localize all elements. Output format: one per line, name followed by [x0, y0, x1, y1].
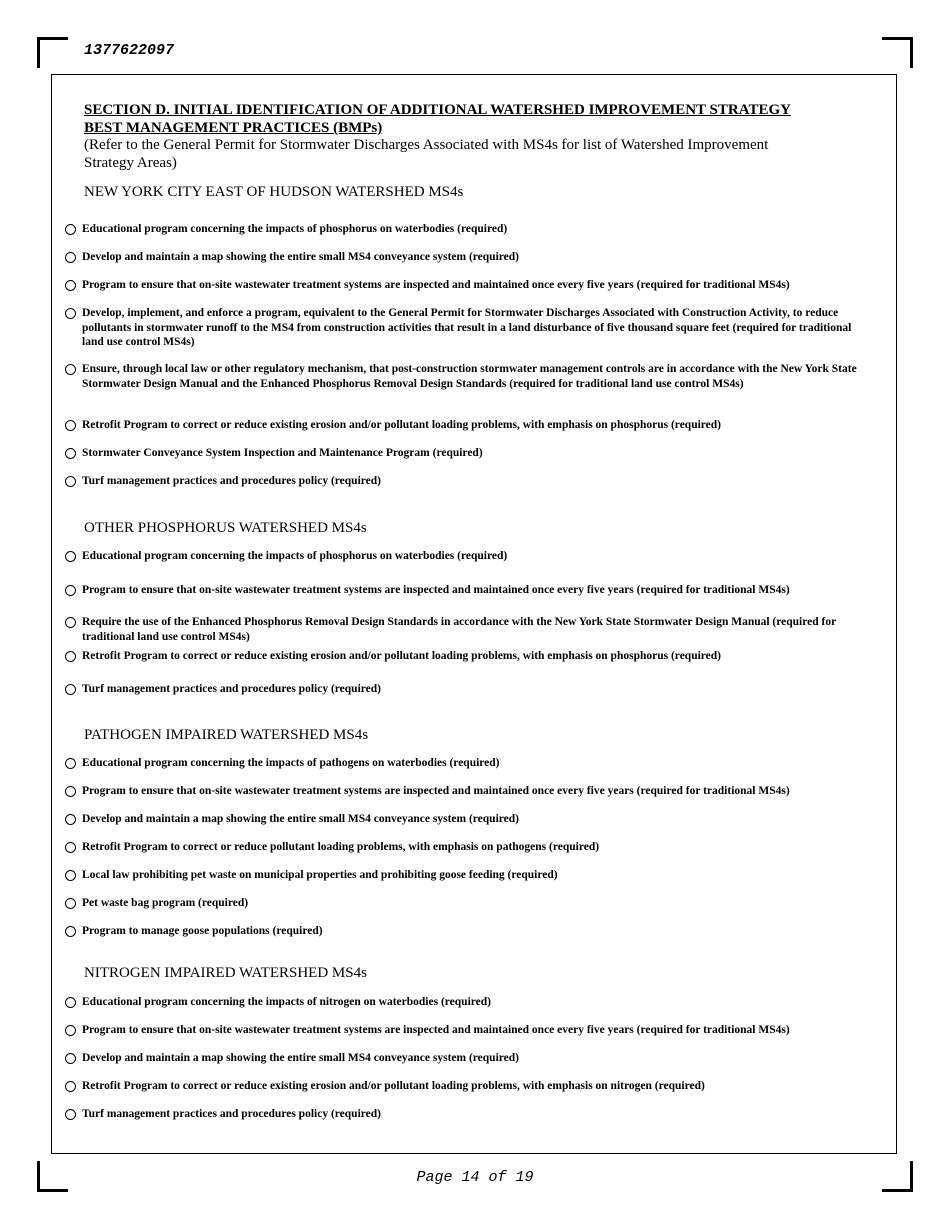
section-title-nyc-east-of-hudson: NEW YORK CITY EAST OF HUDSON WATERSHED MS4s — [84, 184, 464, 200]
checklist-item[interactable]: Retrofit Program to correct or reduce existing erosion and/or pollutant loading problems, with emphasis on phosphorus (required) — [65, 649, 865, 664]
checklist-item[interactable]: Turf management practices and procedures policy (required) — [65, 474, 865, 489]
section-title-other-phosphorus: OTHER PHOSPHORUS WATERSHED MS4s — [84, 520, 367, 536]
radio-button[interactable] — [65, 870, 76, 881]
checklist-item[interactable]: Develop and maintain a map showing the entire small MS4 conveyance system (required) — [65, 812, 865, 827]
radio-button[interactable] — [65, 786, 76, 797]
radio-button[interactable] — [65, 617, 76, 628]
checklist-item[interactable]: Program to manage goose populations (required) — [65, 924, 865, 939]
radio-button[interactable] — [65, 898, 76, 909]
radio-button[interactable] — [65, 1081, 76, 1092]
radio-button[interactable] — [65, 308, 76, 319]
corner-mark-top-right — [882, 37, 913, 68]
radio-button[interactable] — [65, 814, 76, 825]
checklist-item[interactable]: Program to ensure that on-site wastewater treatment systems are inspected and maintained once every five years (required for traditional MS4s) — [65, 583, 865, 598]
checklist-item[interactable]: Educational program concerning the impacts of phosphorus on waterbodies (required) — [65, 222, 865, 237]
checklist-item[interactable]: Educational program concerning the impacts of nitrogen on waterbodies (required) — [65, 995, 865, 1010]
checklist-item[interactable]: Turf management practices and procedures policy (required) — [65, 682, 865, 697]
checklist-item[interactable]: Stormwater Conveyance System Inspection and Maintenance Program (required) — [65, 446, 865, 461]
checklist-item[interactable]: Educational program concerning the impacts of phosphorus on waterbodies (required) — [65, 549, 865, 564]
radio-button[interactable] — [65, 364, 76, 375]
checklist-item[interactable]: Local law prohibiting pet waste on municipal properties and prohibiting goose feeding (required) — [65, 868, 865, 883]
corner-mark-top-left — [37, 37, 68, 68]
checklist-item[interactable]: Pet waste bag program (required) — [65, 896, 865, 911]
checklist-item[interactable]: Educational program concerning the impacts of pathogens on waterbodies (required) — [65, 756, 865, 771]
radio-button[interactable] — [65, 420, 76, 431]
section-heading: SECTION D. INITIAL IDENTIFICATION OF ADDITIONAL WATERSHED IMPROVEMENT STRATEGY BEST MANAGEMENT PRACTICES (BMPs) — [84, 102, 791, 136]
checklist-item[interactable]: Retrofit Program to correct or reduce existing erosion and/or pollutant loading problems, with emphasis on nitrogen (required) — [65, 1079, 865, 1094]
checklist-item[interactable]: Program to ensure that on-site wastewater treatment systems are inspected and maintained once every five years (required for traditional MS4s) — [65, 1023, 865, 1038]
radio-button[interactable] — [65, 651, 76, 662]
radio-button[interactable] — [65, 551, 76, 562]
checklist-item[interactable]: Program to ensure that on-site wastewater treatment systems are inspected and maintained once every five years (required for traditional MS4s) — [65, 278, 865, 293]
section-title-nitrogen: NITROGEN IMPAIRED WATERSHED MS4s — [84, 965, 367, 981]
radio-button[interactable] — [65, 842, 76, 853]
radio-button[interactable] — [65, 224, 76, 235]
radio-button[interactable] — [65, 476, 76, 487]
checklist-item[interactable]: Turf management practices and procedures policy (required) — [65, 1107, 865, 1122]
radio-button[interactable] — [65, 1053, 76, 1064]
radio-button[interactable] — [65, 684, 76, 695]
radio-button[interactable] — [65, 252, 76, 263]
checklist-item[interactable]: Retrofit Program to correct or reduce pollutant loading problems, with emphasis on pathogens (required) — [65, 840, 865, 855]
checklist-item[interactable]: Program to ensure that on-site wastewater treatment systems are inspected and maintained once every five years (required for traditional MS4s) — [65, 784, 865, 799]
page-number: Page 14 of 19 — [416, 1169, 534, 1186]
radio-button[interactable] — [65, 280, 76, 291]
checklist-item[interactable]: Retrofit Program to correct or reduce existing erosion and/or pollutant loading problems, with emphasis on phosphorus (required) — [65, 418, 865, 433]
checklist-item[interactable]: Ensure, through local law or other regulatory mechanism, that post-construction stormwater management controls are in accordance with the New York State Stormwater Design Manual and the Enhanced Phosphorus Removal Design Standards (required for traditional land use control MS4s) — [65, 362, 865, 391]
section-heading-note: (Refer to the General Permit for Stormwater Discharges Associated with MS4s for list of Watershed Improvement Strategy Areas) — [84, 137, 769, 171]
checklist-item[interactable]: Develop and maintain a map showing the entire small MS4 conveyance system (required) — [65, 250, 865, 265]
section-title-pathogen: PATHOGEN IMPAIRED WATERSHED MS4s — [84, 727, 369, 743]
radio-button[interactable] — [65, 997, 76, 1008]
form-id: 1377622097 — [84, 42, 175, 59]
checklist-item[interactable]: Require the use of the Enhanced Phosphorus Removal Design Standards in accordance with the New York State Stormwater Design Manual (required for traditional land use control MS4s) — [65, 615, 865, 644]
radio-button[interactable] — [65, 926, 76, 937]
checklist-item[interactable]: Develop and maintain a map showing the entire small MS4 conveyance system (required) — [65, 1051, 865, 1066]
radio-button[interactable] — [65, 758, 76, 769]
radio-button[interactable] — [65, 585, 76, 596]
radio-button[interactable] — [65, 1109, 76, 1120]
checklist-item[interactable]: Develop, implement, and enforce a program, equivalent to the General Permit for Stormwater Discharges Associated with Construction Activity, to reduce pollutants in stormwater runoff to the MS4 from construction activities that result in a land disturbance of five thousand square feet (required for traditional land use control MS4s) — [65, 306, 865, 350]
radio-button[interactable] — [65, 1025, 76, 1036]
radio-button[interactable] — [65, 448, 76, 459]
